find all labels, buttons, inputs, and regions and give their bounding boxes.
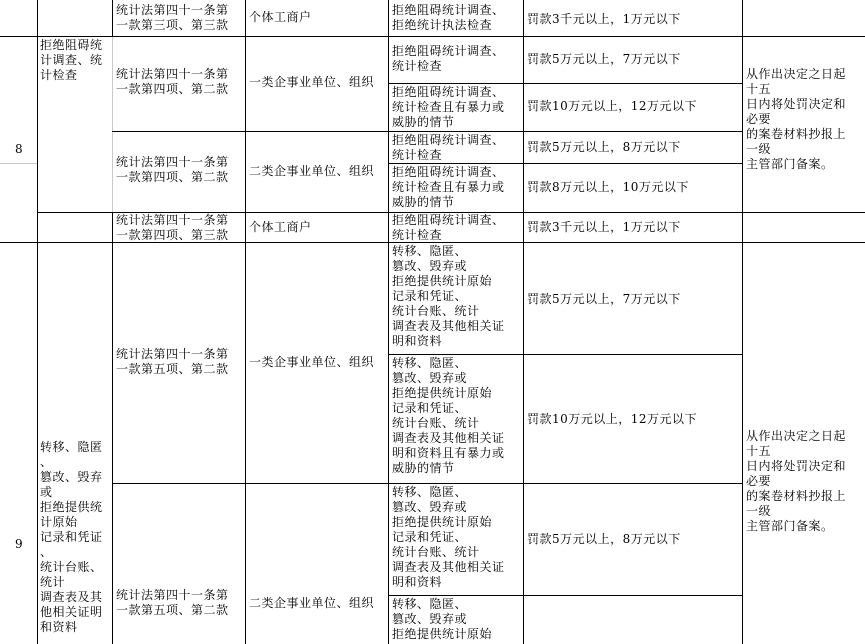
- penalty-cell: 罚款8万元以上，10万元以下: [527, 180, 689, 194]
- item-name-cell: 转移、隐匿 、 篡改、毁弃 或 拒绝提供统 计原始 记录和凭证 、 统计台账、 统计 调查表及其 他相关证明 和资料: [40, 440, 103, 634]
- row-border: [388, 163, 743, 164]
- note-cell: 从作出决定之日起 十五 日内将处罚决定和 必要 的案卷材料抄报上 一级 主管部门备案。: [746, 67, 847, 171]
- behavior-cell: 拒绝阻碍统计调查、 拒绝统计执法检查: [392, 3, 505, 32]
- col-border: [388, 0, 389, 644]
- col-border: [112, 0, 113, 36]
- col-border: [523, 0, 524, 644]
- behavior-cell: 转移、隐匿、 篡改、毁弃或 拒绝提供统计原始 记录和凭证、 统计台账、统计 调查表及其他相关证 明和资料: [392, 244, 505, 348]
- col-border: [245, 0, 246, 644]
- row-number: 8: [15, 142, 24, 156]
- item-name-cell: 拒绝阻碍统 计调查、统 计检查: [40, 38, 103, 82]
- penalty-cell: 罚款5万元以上，8万元以下: [527, 532, 681, 546]
- penalty-cell: 罚款5万元以上，7万元以下: [527, 52, 681, 66]
- behavior-cell: 拒绝阻碍统计调查、 统计检查: [392, 213, 505, 242]
- row-border: [388, 83, 743, 84]
- subject-cell: 一类企事业单位、组织: [249, 75, 375, 89]
- subject-cell: 二类企事业单位、组织: [249, 164, 375, 178]
- law-cell: 统计法第四十一条第 一款第五项、第二款: [116, 347, 229, 376]
- row-border: [388, 354, 743, 355]
- behavior-cell: 转移、隐匿、 篡改、毁弃或 拒绝提供统计原始 记录和凭证、 统计台账、统计 调查表及其他相关证 明和资料: [392, 485, 505, 589]
- gridline: [112, 36, 113, 212]
- penalty-cell: 罚款3千元以上，1万元以下: [527, 220, 681, 234]
- behavior-cell: 转移、隐匿、 篡改、毁弃或 拒绝提供统计原始 记录和凭证、 统计台账、统计 调查表及其他相关证 明和资料且有暴力或 威胁的情节: [392, 356, 505, 475]
- row-number: 9: [15, 537, 24, 551]
- penalty-cell: 罚款3千元以上，1万元以下: [527, 12, 681, 26]
- behavior-cell: 拒绝阻碍统计调查、 统计检查: [392, 133, 505, 162]
- row-border: [112, 131, 743, 132]
- penalty-cell: 罚款10万元以上，12万元以下: [527, 99, 698, 113]
- col-border: [112, 212, 113, 644]
- subject-cell: 个体工商户: [249, 10, 312, 24]
- law-cell: 统计法第四十一条第 一款第四项、第二款: [116, 67, 229, 96]
- law-cell: 统计法第四十一条第 一款第三项、第三款: [116, 3, 229, 32]
- subject-cell: 二类企事业单位、组织: [249, 596, 375, 610]
- behavior-cell: 拒绝阻碍统计调查、 统计检查且有暴力或 威胁的情节: [392, 85, 505, 129]
- row-border: [112, 483, 743, 484]
- subject-cell: 一类企事业单位、组织: [249, 355, 375, 369]
- behavior-cell: 拒绝阻碍统计调查、 统计检查且有暴力或 威胁的情节: [392, 165, 505, 209]
- col-border: [742, 0, 743, 644]
- law-cell: 统计法第四十一条第 一款第五项、第二款: [116, 588, 229, 617]
- law-cell: 统计法第四十一条第 一款第四项、第三款: [116, 213, 229, 242]
- behavior-cell: 拒绝阻碍统计调查、 统计检查: [392, 44, 505, 73]
- note-cell: 从作出决定之日起 十五 日内将处罚决定和 必要 的案卷材料抄报上 一级 主管部门备案。: [746, 429, 847, 533]
- penalty-cell: 罚款10万元以上，12万元以下: [527, 412, 698, 426]
- behavior-cell: 转移、隐匿、 篡改、毁弃或 拒绝提供统计原始: [392, 597, 493, 641]
- col-border: [37, 0, 38, 644]
- law-cell: 统计法第四十一条第 一款第四项、第二款: [116, 155, 229, 184]
- row-border: [0, 36, 865, 37]
- penalty-cell: 罚款5万元以上，7万元以下: [527, 292, 681, 306]
- penalty-cell: 罚款5万元以上，8万元以下: [527, 140, 681, 154]
- row-border: [388, 595, 743, 596]
- gridline: [0, 163, 37, 164]
- subject-cell: 个体工商户: [249, 220, 312, 234]
